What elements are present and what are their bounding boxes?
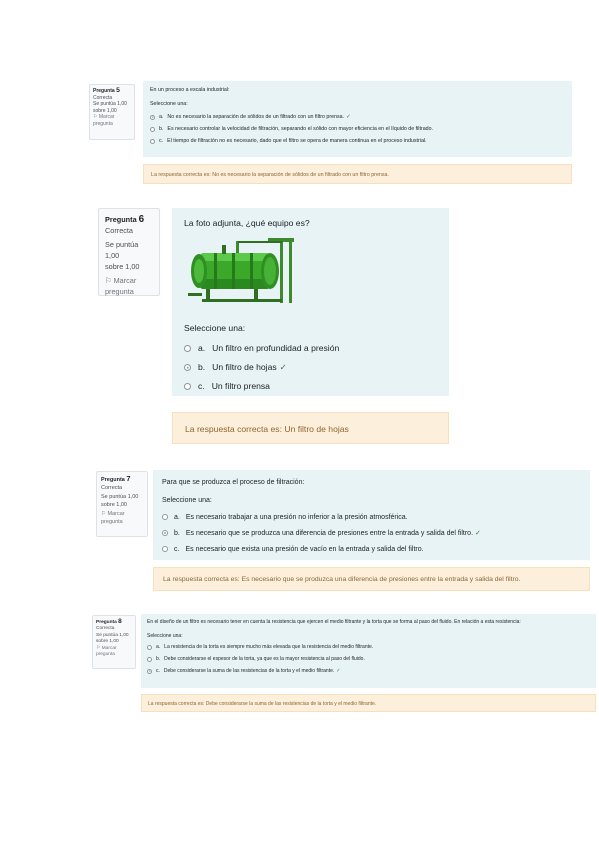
check-icon: ✓: [346, 113, 351, 120]
select-prompt: Seleccione una:: [184, 323, 246, 333]
option-letter: a.: [156, 643, 161, 650]
question-6-content: [172, 208, 449, 396]
flag-label: Marcar pregunta: [93, 114, 115, 127]
question-number: [101, 475, 143, 485]
option-text: Un filtro en profundidad a presión: [212, 343, 340, 353]
correct-answer-text: La respuesta correcta es: Un filtro de hojas: [185, 424, 349, 434]
question-mark: Se puntúa 1,00: [101, 494, 139, 501]
question-mark: Se puntúa 1,00: [96, 632, 129, 638]
question-7-content: [153, 470, 590, 560]
question-state: Correcta: [101, 484, 123, 491]
flag-icon: ⚐: [105, 276, 112, 285]
option-text: Un filtro prensa: [211, 381, 270, 391]
select-prompt: Seleccione una:: [150, 101, 188, 107]
correct-answer-text: La respuesta correcta es: Debe considerarse la suma de las resistencias de la torta y el medio filtrante.: [148, 701, 377, 707]
option-b[interactable]: [184, 358, 437, 377]
option-text: Un filtro de hojas: [212, 362, 277, 372]
flag-icon: ⚐: [96, 645, 101, 651]
radio-c[interactable]: [162, 546, 168, 552]
radio-a[interactable]: [184, 345, 191, 352]
question-state: Correcta: [105, 226, 133, 235]
option-text: No es necesario la separación de sólidos de un filtrado con un filtro prensa.: [167, 113, 345, 120]
question-7-feedback: [153, 567, 590, 591]
radio-a[interactable]: [162, 514, 168, 520]
select-prompt: Seleccione una:: [147, 632, 183, 639]
check-icon: ✓: [279, 362, 287, 372]
question-6-info: [98, 208, 160, 296]
question-mark-max: sobre 1,00: [93, 107, 117, 114]
question-text: En un proceso a escala industrial:: [150, 87, 230, 93]
correct-answer-text: La respuesta correcta es: No es necesario la separación de sólidos de un filtrado con un filtro prensa.: [151, 172, 389, 178]
radio-a[interactable]: [147, 645, 152, 650]
option-text: Es necesario trabajar a una presión no inferior a la presión atmosférica.: [185, 513, 408, 521]
option-letter: a.: [159, 113, 164, 120]
question-5-content: [143, 81, 572, 157]
flag-label: Marcar pregunta: [96, 645, 117, 658]
question-mark-max: sobre 1,00: [105, 262, 140, 271]
option-letter: b.: [159, 125, 164, 132]
option-c[interactable]: [150, 135, 565, 147]
option-c[interactable]: [184, 377, 437, 396]
option-letter: b.: [174, 529, 180, 537]
question-8-feedback: [141, 694, 596, 712]
question-text: Para que se produzca el proceso de filtración:: [162, 479, 305, 486]
equipment-photo: [184, 235, 294, 305]
option-c[interactable]: [162, 541, 581, 557]
question-number-value: 6: [138, 214, 145, 225]
option-b[interactable]: [150, 123, 565, 135]
radio-a[interactable]: [150, 115, 155, 120]
question-mark-max: sobre 1,00: [101, 501, 127, 508]
question-8-info: [92, 615, 136, 669]
radio-b[interactable]: [147, 657, 152, 662]
option-letter: b.: [198, 362, 206, 372]
flag-question-link[interactable]: [101, 511, 143, 526]
option-letter: b.: [156, 655, 161, 662]
question-6-feedback: [172, 412, 449, 444]
option-a[interactable]: [162, 509, 581, 525]
option-text: La resistencia de la torta es siempre mucho más elevada que la resistencia del medio filtrante.: [164, 643, 374, 650]
question-mark: Se puntúa 1,00: [105, 240, 139, 260]
flag-question-link[interactable]: [96, 646, 132, 659]
question-label: Pregunta: [93, 88, 115, 94]
option-b[interactable]: [162, 525, 581, 541]
radio-c[interactable]: [184, 383, 191, 390]
question-label: Pregunta: [105, 215, 137, 224]
radio-b[interactable]: [150, 127, 155, 132]
question-5-feedback: [143, 164, 572, 184]
radio-c[interactable]: [147, 669, 152, 674]
question-state: Correcta: [96, 626, 115, 632]
radio-c[interactable]: [150, 139, 155, 144]
question-7-info: [96, 471, 148, 537]
radio-b[interactable]: [162, 530, 168, 536]
option-text: Debe considerarse la suma de las resistencias de la torta y el medio filtrante.: [163, 667, 335, 674]
question-state: Correcta: [93, 94, 113, 101]
option-text: Es necesario que exista una presión de vacío en la entrada y salida del filtro.: [185, 545, 424, 553]
option-c[interactable]: [147, 665, 590, 677]
option-text: Es necesario controlar la velocidad de filtración, separando el sólido con mayor eficiencia en el líquido de filtrado.: [167, 125, 434, 132]
flag-label: Marcar pregunta: [101, 511, 125, 525]
check-icon: ✓: [336, 667, 341, 674]
question-label: Pregunta: [96, 620, 117, 625]
option-b[interactable]: [147, 653, 590, 665]
question-number-value: 8: [118, 618, 122, 625]
option-a[interactable]: [147, 641, 590, 653]
option-letter: c.: [174, 545, 180, 553]
flag-icon: ⚐: [101, 511, 106, 518]
question-mark: Se puntúa 1,00: [93, 101, 127, 107]
option-letter: c.: [198, 381, 205, 391]
option-a[interactable]: [150, 111, 565, 123]
option-a[interactable]: [184, 339, 437, 358]
option-letter: a.: [198, 343, 206, 353]
question-number-value: 5: [116, 87, 120, 94]
option-text: Es necesario que se produzca una diferencia de presiones entre la entrada y salida del filtro.: [185, 529, 474, 537]
question-number: [105, 214, 153, 225]
leaf-filter-image: [184, 235, 294, 305]
check-icon: ✓: [475, 529, 481, 537]
question-number-value: 7: [126, 474, 131, 483]
flag-label: Marcar pregunta: [105, 276, 137, 296]
question-label: Pregunta: [101, 477, 125, 483]
flag-question-link[interactable]: [93, 114, 131, 127]
question-text: La foto adjunta, ¿qué equipo es?: [184, 218, 310, 228]
option-text: El tiempo de filtración no es necesario, dado que el filtro se opera de manera continua en el proceso industrial.: [167, 137, 427, 144]
option-text: Debe considerarse el espesor de la torta, ya que es la mayor resistencia al paso del fluido.: [164, 655, 365, 662]
flag-icon: ⚐: [93, 114, 98, 120]
question-text: En el diseño de un filtro es necesario tener en cuenta la resistencia que ejercen el medio filtrante y la torta que se forma al paso del fluido. En relación a esta resistencia:: [147, 619, 521, 625]
option-letter: c.: [159, 137, 164, 144]
question-mark-max: sobre 1,00: [96, 639, 119, 645]
radio-b[interactable]: [184, 364, 191, 371]
select-prompt: Seleccione una:: [162, 497, 212, 504]
option-letter: a.: [174, 513, 180, 521]
correct-answer-text: La respuesta correcta es: Es necesario que se produzca una diferencia de presiones entre la entrada y salida del filtro.: [163, 576, 521, 583]
option-letter: c.: [156, 667, 160, 674]
question-5-info: [89, 84, 135, 140]
flag-question-link[interactable]: [105, 275, 153, 297]
question-8-content: [141, 614, 596, 688]
